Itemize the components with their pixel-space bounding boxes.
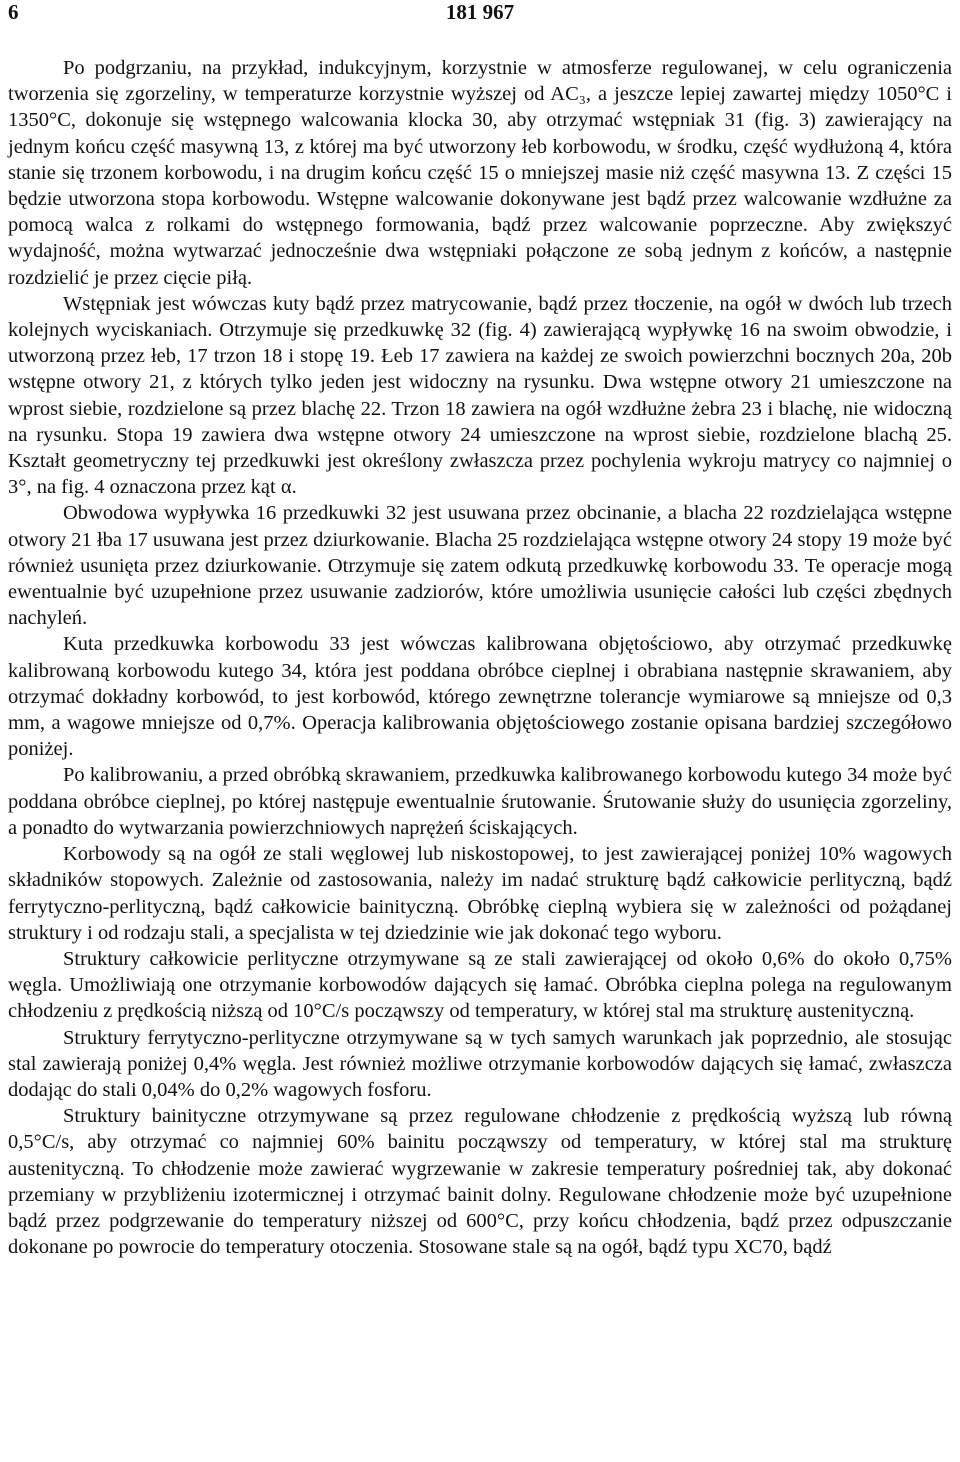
paragraph: Struktury bainityczne otrzymywane są przez regulowane chłodzenie z prędkością wyższą lub równą 0,5°C/s, aby otrzymać co najmniej 60% bainitu począwszy od temperatury, w której stal ma strukturę austenityczną. To chłodzenie może zawierać wygrzewanie w zakresie temperatury pośredniej tak, aby dokonać przemiany w przybliżeniu izotermicznej i otrzymać bainit dolny. Regulowane chłodzenie może być uzupełnione bądź przez podgrzewanie do temperatury niższej od 600°C, przy końcu chłodzenia, bądź przez odpuszczanie dokonane po powrocie do temperatury otoczenia. Stosowane stale są na ogół, bądź typu XC70, bądź bbox=[8, 1105, 952, 1259]
paragraph: Po kalibrowaniu, a przed obróbką skrawaniem, przedkuwka kalibrowanego korbowodu kutego 34 może być poddana obróbce cieplnej, po której następuje ewentualnie śrutowanie. Śrutowanie służy do usunięcia zgorzeliny, a ponadto do wytwarzania powierzchniowych naprężeń ściskających. bbox=[8, 764, 952, 839]
paragraph: Korbowody są na ogół ze stali węglowej lub niskostopowej, to jest zawierającej poniżej 10% wagowych składników stopowych. Zależnie od zastosowania, należy im nadać strukturę bądź całkowicie perlityczną, bądź ferrytyczno-perlityczną, bądź całkowicie bainityczną. Obróbkę cieplną wybiera się w zależności od pożądanej struktury i od rodzaju stali, a specjalista w tej dziedzinie wie jak dokonać tego wyboru. bbox=[8, 843, 952, 944]
paragraph: Wstępniak jest wówczas kuty bądź przez matrycowanie, bądź przez tłoczenie, na ogół w dwóch lub trzech kolejnych wyciskaniach. Otrzymuje się przedkuwkę 32 (fig. 4) zawierającą wypływkę 16 na swoim obwodzie, i utworzoną przez łeb, 17 trzon 18 i stopę 19. Łeb 17 zawiera na każdej ze swoich powierzchni bocznych 20a, 20b wstępne otwory 21, z których tylko jeden jest widoczny na rysunku. Dwa wstępne otwory 21 umieszczone na wprost siebie, rozdzielone są przez blachę 22. Trzon 18 zawiera na ogół wzdłużne żebra 23 i blachę, nie widoczną na rysunku. Stopa 19 zawiera dwa wstępne otwory 24 umieszczone na wprost siebie, rozdzielone blachą 25. Kształt geometryczny tej przedkuwki jest określony zwłaszcza przez pochylenia wykroju matrycy co najmniej o 3°, na fig. 4 oznaczona przez kąt α. bbox=[8, 292, 952, 499]
page-header bbox=[6, 0, 954, 30]
document-number: 181 967 bbox=[445, 0, 515, 24]
paragraph: Po podgrzaniu, na przykład, indukcyjnym, korzystnie w atmosferze regulowanej, w celu ograniczenia tworzenia się zgorzeliny, w temperaturze korzystnie wyższej od AC₃, a jeszcze lepiej zawartej między 1050°C i 1350°C, dokonuje się wstępnego walcowania klocka 30, aby otrzymać wstępniak 31 (fig. 3) zawierający na jednym końcu część masywną 13, z której ma być utworzony łeb korbowodu, w środku, część wydłużoną 4, która stanie się trzonem korbowodu, i na drugim końcu część 15 o mniejszej masie niż część masywna 13. Z części 15 będzie utworzona stopa korbowodu. Wstępne walcowanie dokonywane jest bądź przez walcowanie wzdłużne za pomocą walca z rolkami do wstępnego formowania, bądź przez walcowanie poprzeczne. Aby zwiększyć wydajność, można wytwarzać jednocześnie dwa wstępniaki połączone ze sobą jednym z końców, a następnie rozdzielić je przez cięcie piłą. bbox=[8, 57, 952, 289]
paragraph: Struktury całkowicie perlityczne otrzymywane są ze stali zawierającej od około 0,6% do około 0,75% węgla. Umożliwiają one otrzymanie korbowodów dających się łamać. Obróbka cieplna polega na regulowanym chłodzeniu z prędkością niższą od 10°C/s począwszy od temperatury, w której stal ma strukturę austenityczną. bbox=[8, 947, 952, 1023]
body-text bbox=[8, 55, 952, 1260]
paragraph: Struktury ferrytyczno-perlityczne otrzymywane są w tych samych warunkach jak poprzednio, ale stosując stal zawierają poniżej 0,4% węgla. Jest również możliwe otrzymanie korbowodów dających się łamać, zwłaszcza dodając do stali 0,04% do 0,2% wagowych fosforu. bbox=[8, 1026, 952, 1101]
page-number: 6 bbox=[8, 0, 19, 24]
paragraph: Obwodowa wypływka 16 przedkuwki 32 jest usuwana przez obcinanie, a blacha 22 rozdzielająca wstępne otwory 21 łba 17 usuwana jest przez dziurkowanie. Blacha 25 rozdzielająca wstępne otwory 24 stopy 19 może być również usunięta przez dziurkowanie. Otrzymuje się zatem odkutą przedkuwkę korbowodu 33. Te operacje mogą ewentualnie być uzupełnione przez usuwanie zadziorów, które umożliwia usunięcie całości lub części zbędnych nachyleń. bbox=[8, 502, 952, 630]
paragraph: Kuta przedkuwka korbowodu 33 jest wówczas kalibrowana objętościowo, aby otrzymać przedkuwkę kalibrowaną korbowodu kutego 34, która jest poddana obróbce cieplnej i obrabiana następnie skrawaniem, aby otrzymać dokładny korbowód, to jest korbowód, którego zewnętrzne tolerancje wymiarowe są mniejsze od 0,3 mm, a wagowe mniejsze od 0,7%. Operacja kalibrowania objętościowego zostanie opisana bardziej szczegółowo poniżej. bbox=[8, 633, 952, 761]
